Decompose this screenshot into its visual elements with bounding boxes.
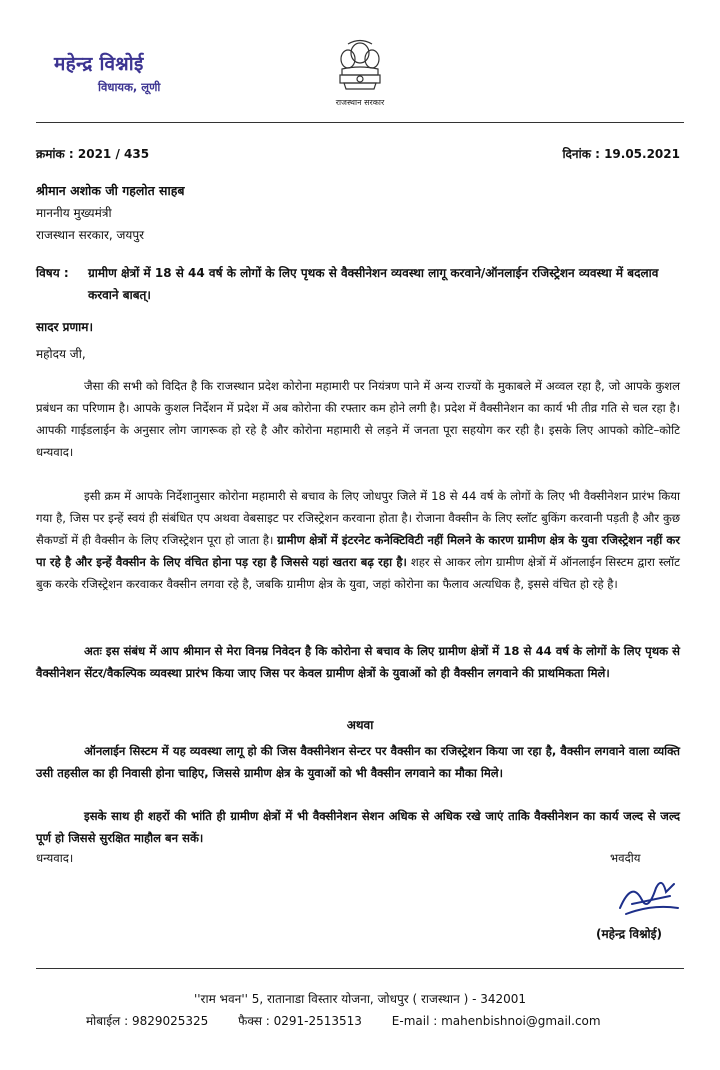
salutation: महोदय जी,: [36, 347, 86, 361]
emblem-caption: राजस्थान सरकार: [335, 98, 385, 107]
recipient-title: माननीय मुख्यमंत्री: [36, 206, 112, 220]
signer-name: (महेन्द्र विश्नोई): [596, 927, 663, 941]
paragraph-5: इसके साथ ही शहरों की भांति ही ग्रामीण क्षेत्रों में भी वैक्सीनेशन सेशन अधिक से अधिक रखे जाएं ताकि वैक्सीनेशन का कार्य जल्द से जल्द पूर्ण हो जिससे सुरक्षित माहौल बन सकें।: [36, 809, 680, 845]
or-separator: अथवा: [346, 718, 374, 732]
header-divider: [36, 122, 684, 123]
footer-fax: फैक्स : 0291-2513513: [238, 1014, 362, 1028]
paragraph-2: [36, 485, 680, 595]
paragraph-1: जैसा की सभी को विदित है कि राजस्थान प्रदेश कोरोना महामारी पर नियंत्रण पाने में अन्य राज्यों के मुकाबले में अव्वल रहा है, जो आपके कुशल प्रबंधन का परिणाम है। आपके कुशल निर्देशन में प्रदेश में अब कोरोना की रफ्तार कम होने लगी है। प्रदेश में वैक्सीनेशन का कार्य भी तीव्र गति से चल रहा है। आपकी गाईडलाईन के अनुसार लोग जागरूक हो रहे है और कोरोना महामारी से लड़ने में जनता पूरा सहयोग कर रही है। इसके लिए आपको कोटि–कोटि धन्यवाद।: [36, 379, 680, 459]
sender-designation: विधायक, लूणी: [98, 80, 161, 94]
subject-label: विषय :: [36, 266, 69, 280]
footer-address: ''राम भवन'' 5, रातानाडा विस्तार योजना, जोधपुर ( राजस्थान ) - 342001: [193, 992, 527, 1006]
recipient-name: श्रीमान अशोक जी गहलोत साहब: [36, 183, 185, 198]
signature-icon: [612, 870, 682, 920]
letter-date: दिनांक : 19.05.2021: [562, 147, 680, 161]
recipient-office: राजस्थान सरकार, जयपुर: [36, 228, 145, 242]
footer-email: E-mail : mahenbishnoi@gmail.com: [391, 1014, 601, 1028]
paragraph-2-part-a: इसी क्रम में आपके निर्देशानुसार कोरोना महामारी से बचाव के लिए जोधपुर जिले में 18 से 44 वर्ष के लोगों के लिए भी वैक्सीनेशन प्रारंभ किया गया है, जिस पर इन्हें स्वयं ही संबंधित एप अथवा वेबसाइट पर रजिस्ट्रेशन करवाना होता है। रोजाना वैक्सीन के लिए स्लॉट बुकिंग करवानी पड़ती है और कुछ सैकण्डों में ही वैक्सीन के लिए रजिस्ट्रेशन पूरा हो जाता है।: [36, 489, 680, 547]
subject-text: ग्रामीण क्षेत्रों में 18 से 44 वर्ष के लोगों के लिए पृथक से वैक्सीनेशन व्यवस्था लागू करवाने/ऑनलाईन रजिस्ट्रेशन व्यवस्था में बदलाव करवाने बाबत्।: [88, 266, 659, 302]
subject-block: [36, 262, 680, 306]
thanks: धन्यवाद।: [36, 851, 74, 865]
footer-divider: [36, 968, 684, 969]
reference-number: क्रमांक : 2021 / 435: [36, 147, 150, 161]
footer-mobile: मोबाईल : 9829025325: [86, 1014, 209, 1028]
paragraph-2-part-b: ग्रामीण क्षेत्रों में इंटरनेट कनेक्टिविटी नहीं मिलने के कारण ग्रामीण क्षेत्र के युवा रजिस्ट्रेशन नहीं कर पा रहे है और इन्हें वैक्सीन के लिए वंचित होना पड़ रहा है जिससे यहां खतरा बढ़ रहा है।: [36, 533, 681, 569]
footer-contacts: [86, 1012, 627, 1029]
recipient-block: [36, 180, 185, 246]
greeting: सादर प्रणाम।: [36, 320, 94, 334]
yours-sincerely: भवदीय: [610, 851, 641, 865]
paragraph-4: ऑनलाईन सिस्टम में यह व्यवस्था लागू हो की जिस वैक्सीनेशन सेन्टर पर वैक्सीन का रजिस्ट्रेशन किया जा रहा है, वैक्सीन लगवाने वाला व्यक्ति उसी तहसील का ही निवासी होना चाहिए, जिससे ग्रामीण क्षेत्र के युवाओं को भी वैक्सीन लगवाने का मौका मिले।: [36, 744, 680, 780]
paragraph-3: अतः इस संबंध में आप श्रीमान से मेरा विनम्र निवेदन है कि कोरोना से बचाव के लिए ग्रामीण क्षेत्रों में 18 से 44 वर्ष के लोगों के लिए पृथक से वैक्सीनेशन सेंटर/वैकल्पिक व्यवस्था प्रारंभ किया जाए जिस पर केवल ग्रामीण क्षेत्रों के युवाओं को ही वैक्सीन लगवाने की प्राथमिकता मिले।: [36, 644, 680, 680]
paragraph-2-part-c: शहर से आकर लोग ग्रामीण क्षेत्रों में ऑनलाईन सिस्टम द्वारा स्लॉट बुक करके रजिस्ट्रेशन करवाकर वैक्सीन लगवा रहे है, जबकि ग्रामीण क्षेत्र के युवा, जहां कोरोना का फैलाव अत्यधिक है, इससे वंचित हो रहे है।: [36, 555, 681, 591]
sender-name: महेन्द्र विश्नोई: [54, 53, 144, 75]
